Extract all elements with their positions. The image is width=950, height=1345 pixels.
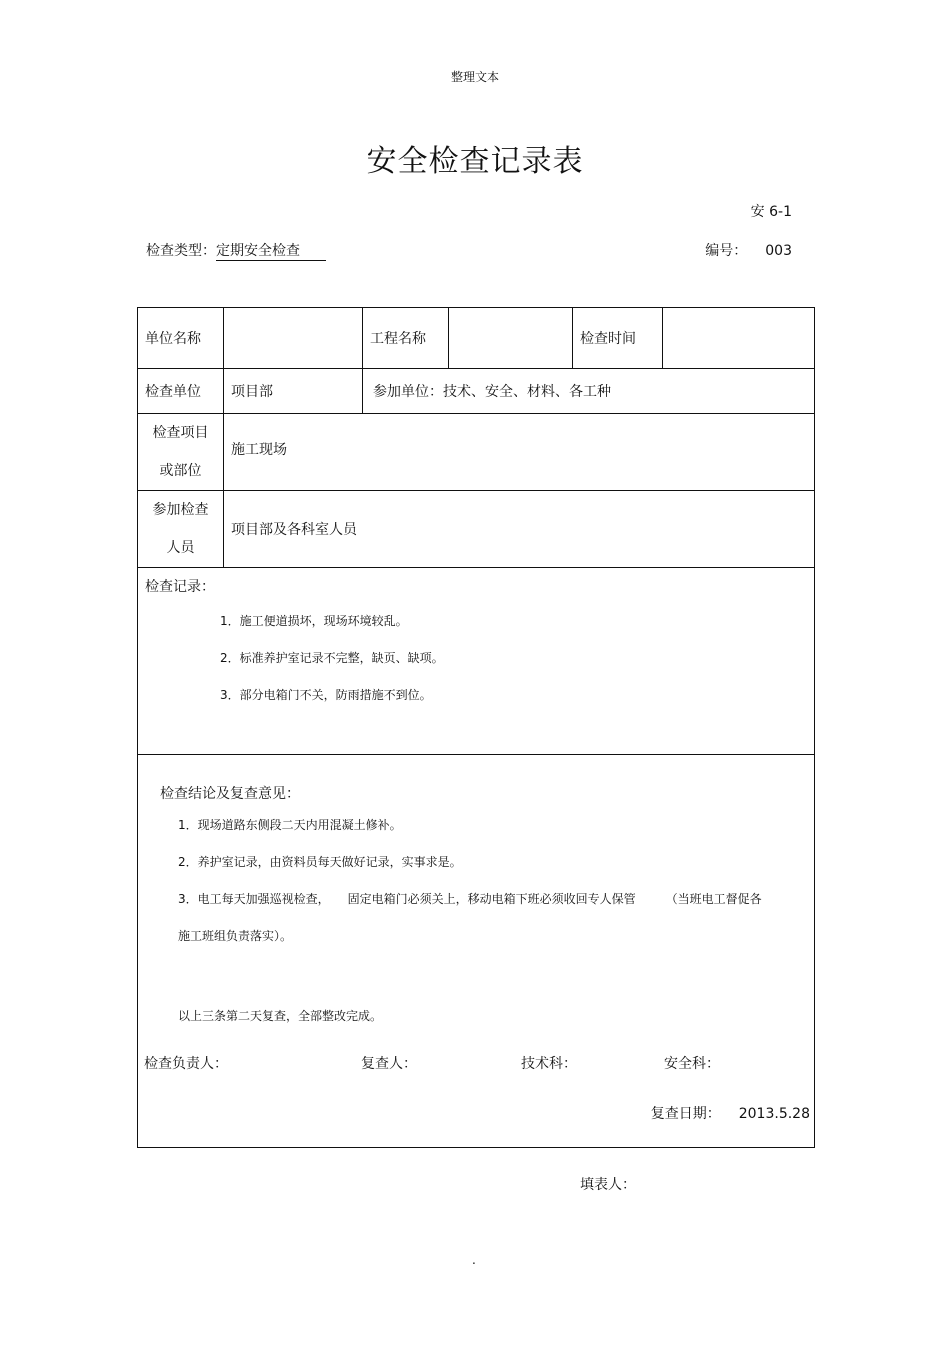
list-item: 3．部分电箱门不关，防雨措施不到位。 (220, 688, 432, 702)
conclusion-summary: 以上三条第二天复查，全部整改完成。 (178, 1009, 383, 1023)
review-date (651, 1103, 810, 1123)
inspecting-unit-label: 检查单位 (138, 369, 224, 414)
conclusion-section (138, 755, 815, 1148)
inspection-type-label: 检查类型： (146, 243, 216, 259)
inspection-type (146, 240, 326, 261)
inspection-record (138, 568, 815, 755)
participating-staff-label-line1: 参加检查 (152, 502, 209, 518)
inspection-time-field[interactable] (663, 308, 815, 369)
participating-staff-label-line2: 人员 (166, 540, 195, 556)
inspection-item-label-line1: 检查项目 (152, 425, 209, 441)
unit-name-label: 单位名称 (138, 308, 224, 369)
project-name-field[interactable] (449, 308, 573, 369)
serial-value: 003 (765, 243, 792, 259)
footer-dot: . (472, 1253, 476, 1267)
serial-label: 编号： (705, 243, 748, 259)
page-title: 安全检查记录表 (366, 144, 584, 179)
list-item: 1．施工便道损坏，现场环境较乱。 (220, 614, 408, 628)
unit-name-field[interactable] (224, 308, 363, 369)
participating-staff-label (138, 491, 224, 568)
inspection-time-label: 检查时间 (573, 308, 663, 369)
inspection-item-label-line2: 或部位 (159, 463, 202, 479)
safety-dept-signature-label: 安全科： (664, 1056, 720, 1072)
list-item: 施工班组负责落实）。 (178, 929, 293, 943)
review-date-label: 复查日期： (650, 1106, 721, 1122)
project-name-label: 工程名称 (363, 308, 449, 369)
form-code: 安 6-1 (750, 204, 792, 220)
inspecting-unit-value: 项目部 (224, 369, 363, 414)
header-note: 整理文本 (450, 70, 499, 84)
inspection-type-value: 定期安全检查 (216, 240, 326, 261)
conclusion-list (178, 817, 762, 965)
review-date-value: 2013.5.28 (738, 1106, 810, 1122)
inspection-table (137, 307, 815, 1148)
form-filler-label: 填表人： (580, 1177, 636, 1193)
inspector-signature-label: 检查负责人： (144, 1056, 228, 1072)
participating-units-value: 技术、安全、材料、各工种 (443, 384, 611, 400)
serial-number (705, 240, 792, 260)
list-item: 2．标准养护室记录不完整，缺页、缺项。 (220, 651, 444, 665)
participating-units (363, 369, 815, 414)
record-list (145, 613, 807, 724)
list-item: 1．现场道路东侧段二天内用混凝土修补。 (178, 818, 402, 832)
list-item: 2．养护室记录，由资料员每天做好记录，实事求是。 (178, 855, 462, 869)
inspection-item-label (138, 414, 224, 491)
record-heading: 检查记录： (145, 579, 215, 595)
reviewer-signature-label: 复查人： (361, 1056, 417, 1072)
participating-staff-value: 项目部及各科室人员 (224, 491, 815, 568)
list-item: 3．电工每天加强巡视检查， 固定电箱门必须关上，移动电箱下班必须收回专人保管 （当班电工督促各 (178, 892, 762, 906)
tech-dept-signature-label: 技术科： (521, 1056, 577, 1072)
inspection-item-value: 施工现场 (224, 414, 815, 491)
conclusion-heading: 检查结论及复查意见： (160, 786, 300, 802)
participating-units-label: 参加单位： (373, 384, 443, 400)
